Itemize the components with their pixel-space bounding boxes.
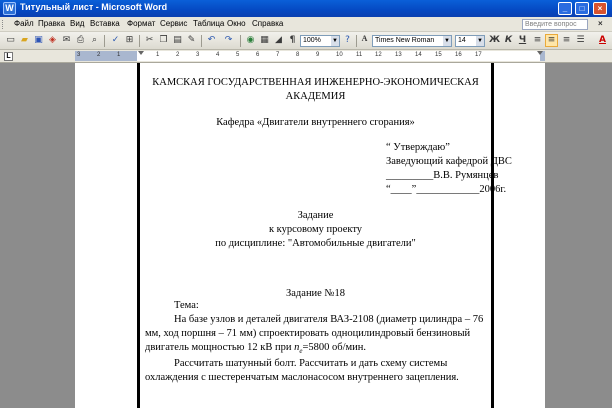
ruler-number: 1 [117,52,121,58]
department-line: Кафедра «Двигатели внутреннего сгорания» [216,117,415,128]
ruler-number: 4 [216,52,220,58]
undo-icon[interactable]: ↶ [207,35,216,45]
close-button[interactable]: × [593,2,607,15]
task-number: Задание №18 [286,288,345,299]
rpm-symbol: n [294,342,300,353]
ruler-number: 1 [156,52,160,58]
ruler-number: 10 [336,52,343,58]
hyperlink-icon[interactable]: ◉ [246,35,255,45]
paragraph1-line2: мм, ход поршня – 71 мм) спроектировать одноцилиндровый бензиновый [145,328,471,339]
font-name-dropdown-icon[interactable]: ▼ [444,38,450,44]
menu-tools[interactable]: Сервис [160,19,188,28]
help-icon[interactable]: ? [345,35,350,45]
paragraph2-line2: охлаждения с шестеренчатым маслонасосом внутреннего зацепления. [145,372,459,383]
menu-help[interactable]: Справка [252,19,284,28]
rpm-subscript: e [299,347,303,356]
paragraph1-line3-end: =5800 об/мин. [302,342,367,353]
menu-grip[interactable] [2,20,5,29]
italic-button[interactable]: К [504,35,513,45]
underline-button[interactable]: Ч [518,35,527,45]
align-left-icon[interactable]: ≡ [533,35,542,45]
theme-label: Тема: [174,300,199,311]
font-size-dropdown-icon[interactable]: ▼ [477,38,483,44]
minimize-button[interactable]: _ [558,2,572,15]
ruler-number: 14 [415,52,422,58]
ruler-number: 5 [236,52,240,58]
academy-title-line2: АКАДЕМИЯ [285,91,346,102]
task-subtitle-2: по дисциплине: "Автомобильные двигатели" [215,238,416,249]
toolbar-separator [139,35,140,47]
horizontal-ruler[interactable] [75,51,545,61]
menu-edit[interactable]: Правка [38,19,66,28]
font-name-value: Times New Roman [375,37,435,44]
menu-table[interactable]: Таблица [193,19,225,28]
head-of-department: Заведующий кафедрой ДВС [386,156,512,167]
maximize-button[interactable]: □ [575,2,589,15]
ruler-number: 6 [256,52,260,58]
ruler-number: 15 [435,52,442,58]
permission-icon[interactable]: ◈ [49,35,56,45]
ruler-number: 2 [97,52,101,58]
ruler-number: 9 [316,52,320,58]
print-preview-icon[interactable]: ⌕ [91,35,98,45]
signature-line: _________В.В. Румянцев [386,170,499,181]
ruler-bar [0,50,612,63]
menu-format[interactable]: Формат [127,19,156,28]
approve-line: “ Утверждаю” [386,142,450,153]
right-indent-marker[interactable] [537,51,543,55]
ruler-number: 17 [475,52,482,58]
tab-selector[interactable]: L [4,52,13,61]
email-icon[interactable]: ✉ [62,35,71,45]
toolbar [0,32,612,50]
open-folder-icon[interactable]: ▰ [21,35,28,45]
menu-window[interactable]: Окно [227,19,246,28]
toolbar-separator [356,35,357,47]
document-area [0,63,612,408]
word-app-icon[interactable]: W [3,2,16,15]
paste-icon[interactable]: ▤ [173,35,182,45]
paragraph1-line1-text: На базе узлов и деталей двигателя ВАЗ-2108 (диаметр цилиндра – 76 [174,314,484,325]
font-size-value: 14 [458,37,466,44]
research-icon[interactable]: ⊞ [125,35,134,45]
menu-view[interactable]: Вид [70,19,85,28]
bold-button[interactable]: Ж [488,35,501,45]
title-bar [0,0,612,17]
save-icon[interactable]: ▣ [34,35,43,45]
paragraph1-line3-start: двигатель мощностью 12 кВ при [145,342,295,353]
document-page[interactable] [75,63,545,408]
new-document-icon[interactable]: ▭ [6,35,15,45]
page-frame [137,63,512,408]
tables-borders-icon[interactable]: ▦ [260,35,269,45]
close-document-button[interactable]: × [598,19,603,28]
ruler-number: 12 [375,52,382,58]
window-title: Титульный лист - Microsoft Word [20,2,168,12]
font-size-select[interactable] [455,35,485,47]
menu-insert[interactable]: Вставка [90,19,120,28]
ruler-number: 2 [176,52,180,58]
ruler-number: 16 [455,52,462,58]
align-right-icon[interactable]: ≡ [562,35,571,45]
cut-icon[interactable]: ✂ [145,35,154,45]
ruler-number: 3 [77,52,81,58]
zoom-dropdown-icon[interactable]: ▼ [332,38,338,44]
menu-file[interactable]: Файл [14,19,34,28]
paragraph1-line1 [174,314,483,325]
academy-title-line1: КАМСКАЯ ГОСУДАРСТВЕННАЯ ИНЖЕНЕРНО-ЭКОНОМИЧЕСКАЯ [152,77,479,88]
copy-icon[interactable]: ❐ [159,35,168,45]
paragraph1-line3 [145,342,366,355]
paragraph2-line1: Рассчитать шатунный болт. Рассчитать и дать схему системы [174,358,448,369]
show-hide-formatting-icon[interactable]: ¶ [289,35,296,45]
styles-icon[interactable]: A [361,34,368,43]
format-painter-icon[interactable]: ✎ [187,35,196,45]
justify-icon[interactable]: ☰ [576,35,585,45]
help-search-input[interactable]: Введите вопрос [522,19,588,30]
toolbar-separator [104,35,105,47]
redo-icon[interactable]: ↷ [224,35,233,45]
font-name-select[interactable] [372,35,452,47]
ruler-number: 3 [196,52,200,58]
ruler-number: 8 [296,52,300,58]
date-line: “____”____________2006г. [386,184,507,195]
zoom-value: 100% [303,37,321,44]
toolbar-separator [201,35,202,47]
print-icon[interactable]: ⎙ [76,35,85,45]
ruler-number: 13 [395,52,402,58]
task-subtitle-1: к курсовому проекту [268,224,363,235]
font-color-icon[interactable]: A [599,35,606,45]
task-title: Задание [297,210,334,221]
first-line-indent-marker[interactable] [138,51,144,55]
spelling-icon[interactable]: ✓ [111,35,120,45]
ruler-left-margin [75,51,137,61]
zoom-select[interactable] [300,35,340,47]
ruler-number: 11 [356,52,363,58]
align-center-icon[interactable]: ≡ [545,34,558,47]
ruler-number: 7 [276,52,280,58]
toolbar-separator [240,35,241,47]
menu-bar [0,17,612,32]
drawing-icon[interactable]: ◢ [275,35,282,45]
